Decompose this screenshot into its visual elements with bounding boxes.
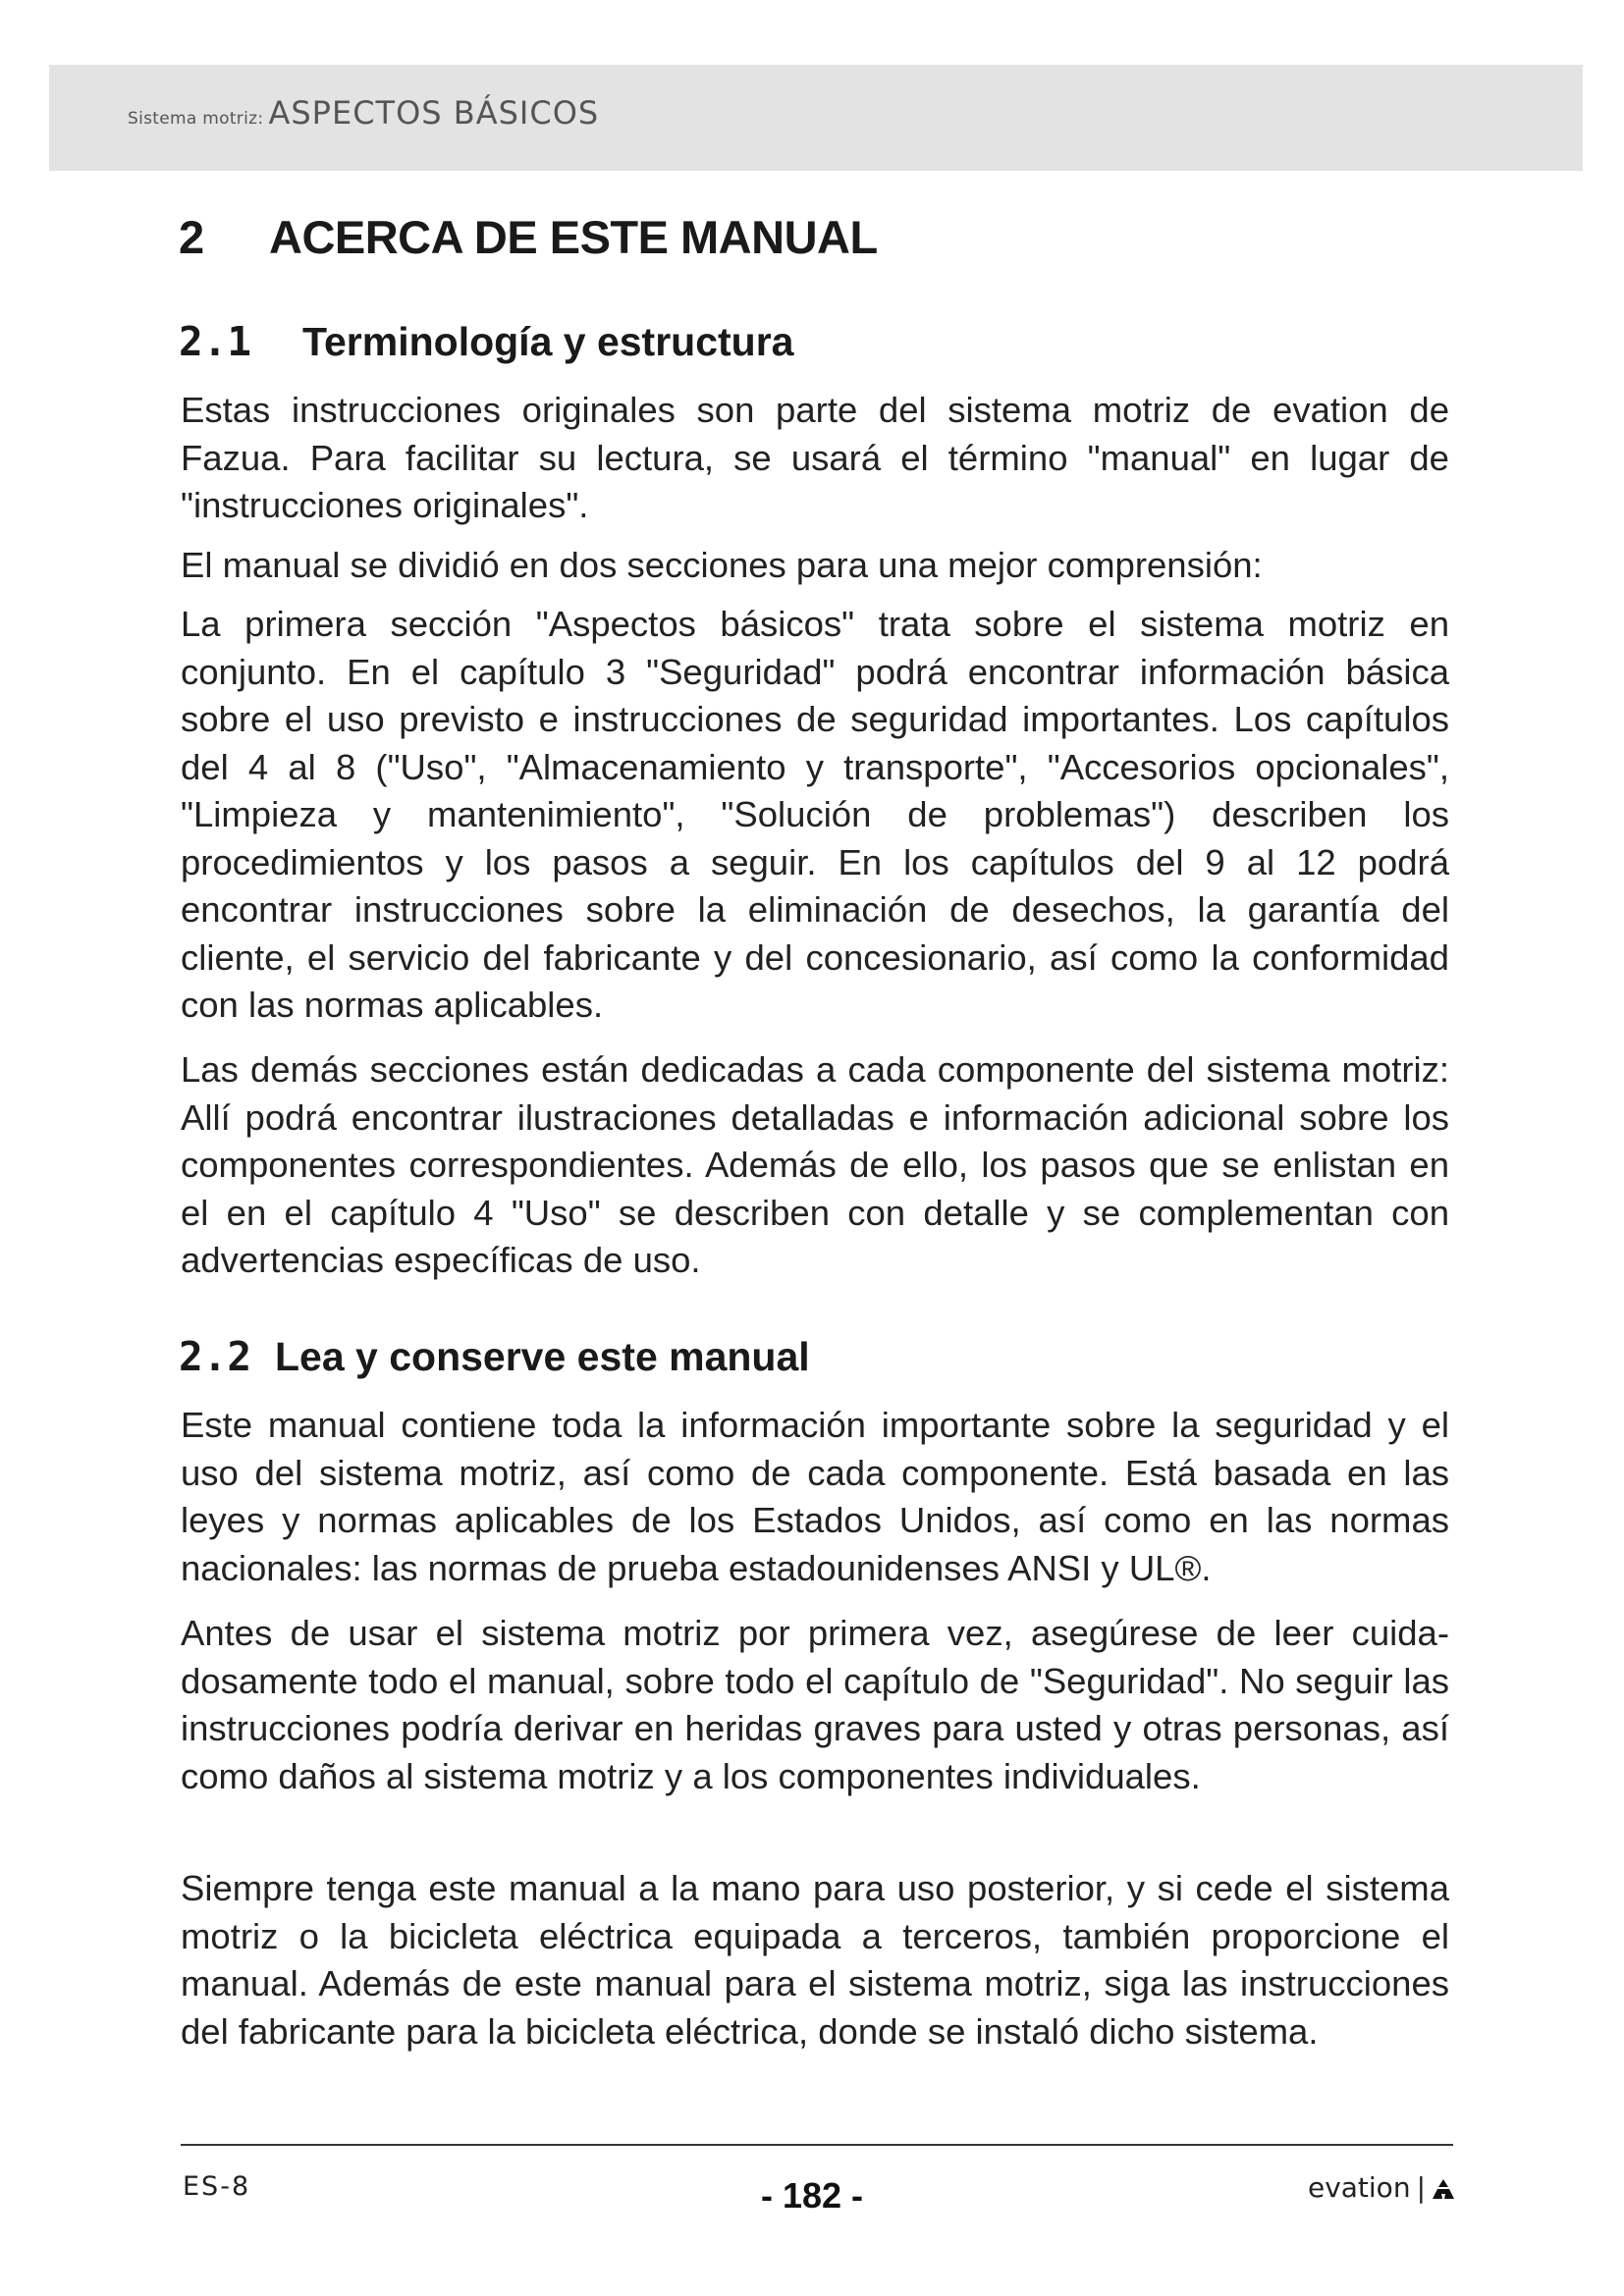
section-heading-2-1 xyxy=(179,318,793,365)
paragraph: Siempre tenga este manual a la mano para uso posterior, y si cede el sistema motriz o la bicicleta eléctrica equipada a terceros, también proporcione el manual. Además de este manual para el sistema motriz, siga las instrucciones del fabricante para la bicicleta eléctrica, donde se instaló dicho sistema. xyxy=(181,1868,1449,2052)
brand-separator: | xyxy=(1416,2171,1426,2204)
paragraph: Antes de usar el sistema motriz por primera vez, asegúrese de leer cuidadosamente todo el manual, sobre todo el capítulo de "Seguridad". No seguir las instrucciones podría derivar en heridas graves para usted y otras personas, así como daños al sistema motriz y a los componentes individuales. xyxy=(181,1613,1449,1796)
section-title: Terminología y estructura xyxy=(302,319,794,364)
paragraph: Estas instrucciones originales son parte del sistema motriz de evation de Fazua. Para facilitar su lectura, se usará el término "manual" en lugar de "instrucciones originales". xyxy=(181,390,1449,525)
section-number: 2.1 xyxy=(179,318,252,365)
fazua-logo-icon xyxy=(1432,2175,1455,2208)
running-header-prefix: Sistema motriz: xyxy=(128,109,264,129)
page-number: - 182 - xyxy=(760,2175,864,2216)
section-heading-2-2 xyxy=(179,1333,810,1380)
paragraph: El manual se dividió en dos secciones para una mejor comprensión: xyxy=(181,545,1263,585)
section-title: Lea y conserve este manual xyxy=(275,1334,810,1379)
footer-page-code: ES-8 xyxy=(183,2171,251,2202)
chapter-heading xyxy=(179,210,878,264)
section-number: 2.2 xyxy=(179,1333,252,1380)
chapter-title: ACERCA DE ESTE MANUAL xyxy=(269,211,878,263)
paragraph: Este manual contiene toda la información importante sobre la seguridad y el uso del sistema motriz, así como de cada componente. Está basada en las leyes y normas aplicables de los Estados Unidos, así como en las normas nacionales: las normas de prueba estadounidenses ANSI y UL®. xyxy=(181,1405,1449,1588)
brand-name: evation xyxy=(1307,2171,1411,2204)
paragraph: Las demás secciones están dedicadas a cada componente del sistema motriz: Allí podrá encontrar ilustraciones detalladas e información adicional sobre los componentes correspondientes. Además de ello, los pasos que se enlistan en el en el capítulo 4 "Uso" se describen con detalle y se complementan con advertencias específicas de uso. xyxy=(181,1049,1449,1280)
running-header-title: ASPECTOS BÁSICOS xyxy=(268,94,600,132)
footer-divider xyxy=(181,2144,1453,2146)
chapter-number: 2 xyxy=(179,211,204,263)
paragraph: La primera sección "Aspectos básicos" trata sobre el sistema motriz en conjunto. En el capítulo 3 "Seguridad" podrá encontrar información básica sobre el uso previsto e instrucciones de seguridad importantes. Los capítulos del 4 al 8 ("Uso", "Almacenamiento y transporte", "Accesorios opcionales", "Limpieza y mantenimiento", "Solución de problemas") describen los procedimientos y los pasos a seguir. En los capítulos del 9 al 12 podrá encontrar instrucciones sobre la eliminación de desechos, la garantía del cliente, el servicio del fabricante y del concesionario, así como la conformidad con las normas aplicables. xyxy=(181,604,1449,1025)
running-header xyxy=(128,94,599,132)
footer-brand xyxy=(1308,2171,1455,2208)
